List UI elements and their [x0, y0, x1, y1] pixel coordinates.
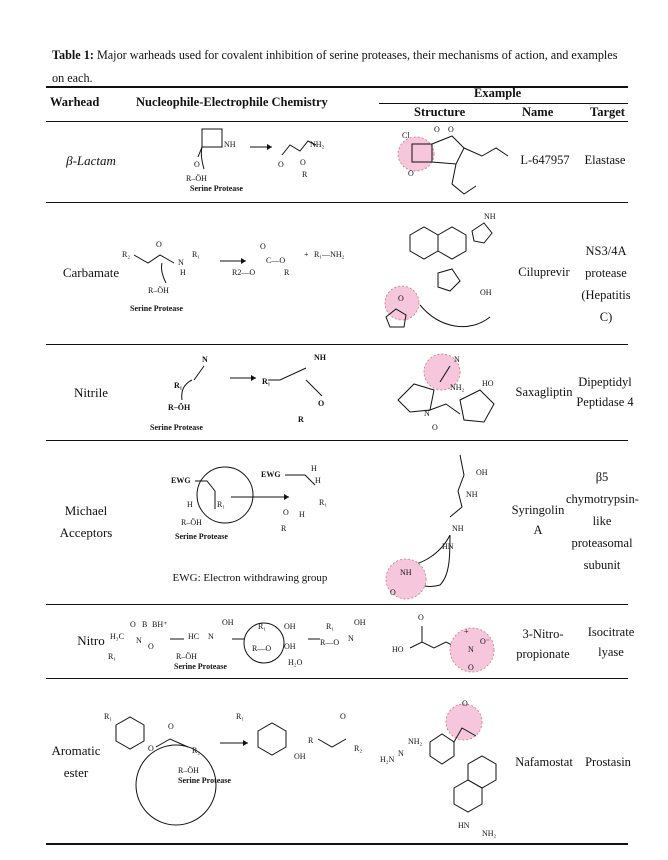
header-structure: Structure	[414, 105, 466, 119]
svg-text:N: N	[178, 258, 184, 267]
svg-text:R₂: R₂	[354, 744, 363, 753]
svg-text:O: O	[194, 160, 200, 169]
svg-text:OH: OH	[222, 618, 234, 627]
svg-text:H₂O: H₂O	[288, 658, 303, 667]
serine-protease-label: Serine Protease	[190, 184, 243, 193]
target-prostasin: Prostasin	[585, 755, 631, 769]
name-nafamostat: Nafamostat	[515, 755, 573, 769]
warhead-carbamate: Carbamate	[62, 265, 120, 280]
saxagliptin-structure	[384, 350, 504, 435]
example-subrule	[379, 103, 628, 104]
svg-text:N: N	[454, 355, 460, 364]
r-oh-label: R–ÖH	[178, 766, 199, 775]
nitrile-scheme	[150, 350, 370, 435]
svg-text:O: O	[434, 125, 440, 134]
svg-text:NH₂: NH₂	[310, 140, 325, 149]
header-warhead: Warhead	[50, 95, 100, 109]
nitro-scheme	[108, 615, 378, 675]
svg-text:NH: NH	[314, 353, 326, 362]
serine-protease-label: Serine Protease	[174, 662, 227, 671]
svg-text:OH: OH	[294, 752, 306, 761]
svg-text:R₁: R₁	[192, 250, 201, 259]
svg-text:NH: NH	[224, 140, 236, 149]
warhead-nitro: Nitro	[77, 633, 105, 648]
name-3-nitropropionate: 3-Nitro-propionate	[516, 627, 570, 661]
svg-text:O: O	[148, 642, 154, 651]
r-oh-label: R–ÖH	[148, 286, 169, 295]
header-example: Example	[474, 86, 522, 100]
serine-protease-label: Serine Protease	[175, 532, 228, 541]
r-oh-label: R–ÖH	[168, 403, 191, 412]
svg-text:BH⁺: BH⁺	[152, 620, 168, 629]
warhead-aromatic-ester: Aromatic ester	[51, 743, 101, 780]
svg-text:B: B	[142, 620, 148, 629]
row-separator	[46, 344, 628, 345]
svg-text:R₁: R₁	[108, 652, 117, 661]
syringolin-structure	[380, 445, 500, 605]
svg-text:R₁: R₁	[236, 712, 245, 721]
svg-text:N: N	[208, 632, 214, 641]
svg-text:R₁: R₁	[326, 622, 335, 631]
svg-text:+: +	[304, 250, 309, 259]
name-ciluprevir: Ciluprevir	[518, 265, 570, 279]
svg-text:O: O	[156, 240, 162, 249]
svg-text:NH: NH	[466, 490, 478, 499]
header-target: Target	[590, 105, 625, 119]
svg-text:HO: HO	[482, 379, 494, 388]
svg-text:R₁: R₁	[174, 381, 183, 390]
r-oh-label: R–ÖH	[181, 518, 202, 527]
3-nitropropionate-structure	[392, 608, 502, 678]
target-beta5: β5 chymotrypsin-like proteasomal subunit	[566, 470, 639, 572]
svg-text:OH: OH	[284, 642, 296, 651]
michael-acceptor-scheme	[165, 455, 365, 545]
target-elastase: Elastase	[584, 153, 626, 167]
svg-text:R₁: R₁	[319, 498, 328, 507]
svg-text:NH: NH	[400, 568, 412, 577]
svg-text:H: H	[315, 476, 321, 485]
svg-text:R: R	[298, 415, 304, 424]
svg-text:OH: OH	[476, 468, 488, 477]
caption-text: Major warheads used for covalent inhibition of serine proteases, their mechanisms of action, and examples on each.	[52, 48, 618, 85]
svg-text:O: O	[408, 169, 414, 178]
target-ns3-4a: NS3/4A protease (Hepatitis C)	[581, 244, 631, 324]
svg-text:HN: HN	[458, 821, 470, 830]
svg-text:NH₂: NH₂	[408, 737, 423, 746]
warhead-nitrile: Nitrile	[74, 385, 108, 400]
svg-text:O: O	[130, 620, 136, 629]
svg-text:R: R	[281, 524, 287, 533]
target-dpp4: Dipeptidyl Peptidase 4	[576, 375, 634, 409]
svg-text:N: N	[348, 634, 354, 643]
header-rule	[46, 121, 628, 122]
svg-text:R2—O: R2—O	[232, 268, 256, 277]
svg-text:O: O	[448, 125, 454, 134]
svg-text:OH: OH	[480, 288, 492, 297]
svg-text:OH: OH	[284, 622, 296, 631]
svg-text:R₂: R₂	[192, 746, 201, 755]
svg-text:HC: HC	[188, 632, 200, 641]
svg-text:EWG: EWG	[261, 470, 281, 479]
row-separator	[46, 440, 628, 441]
row-separator	[46, 202, 628, 203]
name-saxagliptin: Saxagliptin	[515, 385, 573, 399]
svg-text:O: O	[468, 663, 474, 672]
svg-text:O: O	[278, 160, 284, 169]
svg-text:H: H	[180, 268, 186, 277]
header-name: Name	[522, 105, 554, 119]
svg-text:R: R	[302, 170, 308, 179]
svg-text:OH: OH	[354, 618, 366, 627]
svg-text:HO: HO	[392, 645, 404, 654]
name-syringolin-a: Syringolin A	[511, 503, 565, 537]
svg-text:NH: NH	[452, 524, 464, 533]
warhead-michael-acceptors: Michael Acceptors	[59, 503, 113, 540]
svg-text:R: R	[284, 268, 290, 277]
svg-text:N: N	[136, 636, 142, 645]
svg-text:O: O	[462, 699, 468, 708]
svg-text:EWG: EWG	[171, 476, 191, 485]
svg-text:N: N	[468, 645, 474, 654]
r-oh-label: R–ÖH	[186, 174, 207, 183]
svg-text:O: O	[260, 242, 266, 251]
r-oh-label: R–ÖH	[176, 652, 197, 661]
target-isocitrate-lyase: Isocitrate lyase	[587, 625, 635, 659]
svg-text:HN: HN	[442, 542, 454, 551]
beta-lactam-scheme	[160, 125, 360, 195]
carbamate-scheme	[120, 235, 370, 325]
svg-text:O: O	[148, 744, 154, 753]
svg-text:H: H	[187, 500, 193, 509]
svg-text:O: O	[398, 294, 404, 303]
svg-text:O: O	[418, 613, 424, 622]
svg-text:R₁: R₁	[258, 622, 267, 631]
svg-text:R: R	[308, 736, 314, 745]
ewg-note: EWG: Electron withdrawing group	[172, 572, 328, 584]
warhead-beta-lactam: β-Lactam	[66, 153, 116, 168]
svg-text:O: O	[340, 712, 346, 721]
svg-text:O: O	[390, 588, 396, 597]
row-separator	[46, 678, 628, 679]
ciluprevir-structure	[380, 205, 510, 345]
svg-text:C—O: C—O	[266, 256, 286, 265]
svg-text:R₂: R₂	[122, 250, 131, 259]
svg-text:H: H	[299, 510, 305, 519]
svg-text:N: N	[398, 749, 404, 758]
svg-text:O⁻: O⁻	[480, 637, 490, 646]
svg-text:R₁: R₁	[104, 712, 113, 721]
nafamostat-structure	[378, 692, 508, 840]
bottom-rule	[46, 843, 628, 845]
svg-text:H₃C: H₃C	[110, 632, 124, 641]
svg-text:NH₂: NH₂	[482, 829, 497, 838]
svg-text:O: O	[300, 158, 306, 167]
svg-text:NH₂: NH₂	[450, 383, 465, 392]
svg-text:R₁: R₁	[262, 377, 271, 386]
header-chemistry: Nucleophile-Electrophile Chemistry	[136, 95, 328, 109]
svg-text:N: N	[424, 409, 430, 418]
svg-text:O: O	[432, 423, 438, 432]
svg-text:R—O: R—O	[252, 644, 272, 653]
svg-text:+: +	[464, 627, 469, 636]
svg-text:O: O	[318, 399, 325, 408]
name-l647957: L-647957	[520, 153, 570, 167]
l647957-structure	[390, 124, 510, 204]
serine-protease-label: Serine Protease	[150, 423, 203, 432]
svg-text:H: H	[311, 464, 317, 473]
svg-text:NH: NH	[484, 212, 496, 221]
top-rule	[46, 86, 628, 88]
svg-text:N: N	[202, 355, 208, 364]
caption-label: Table 1:	[52, 48, 94, 62]
aromatic-ester-scheme	[96, 695, 376, 835]
svg-text:O: O	[168, 722, 174, 731]
serine-protease-label: Serine Protease	[130, 304, 183, 313]
svg-text:Cl: Cl	[402, 131, 410, 140]
table-caption	[52, 44, 622, 90]
svg-text:H₂N: H₂N	[380, 755, 395, 764]
svg-text:R₁: R₁	[217, 500, 226, 509]
row-separator	[46, 604, 628, 605]
svg-text:R₁—NH₂: R₁—NH₂	[314, 250, 345, 259]
svg-text:O: O	[283, 508, 289, 517]
serine-protease-label: Serine Protease	[178, 776, 231, 785]
svg-text:R—O: R—O	[320, 638, 340, 647]
